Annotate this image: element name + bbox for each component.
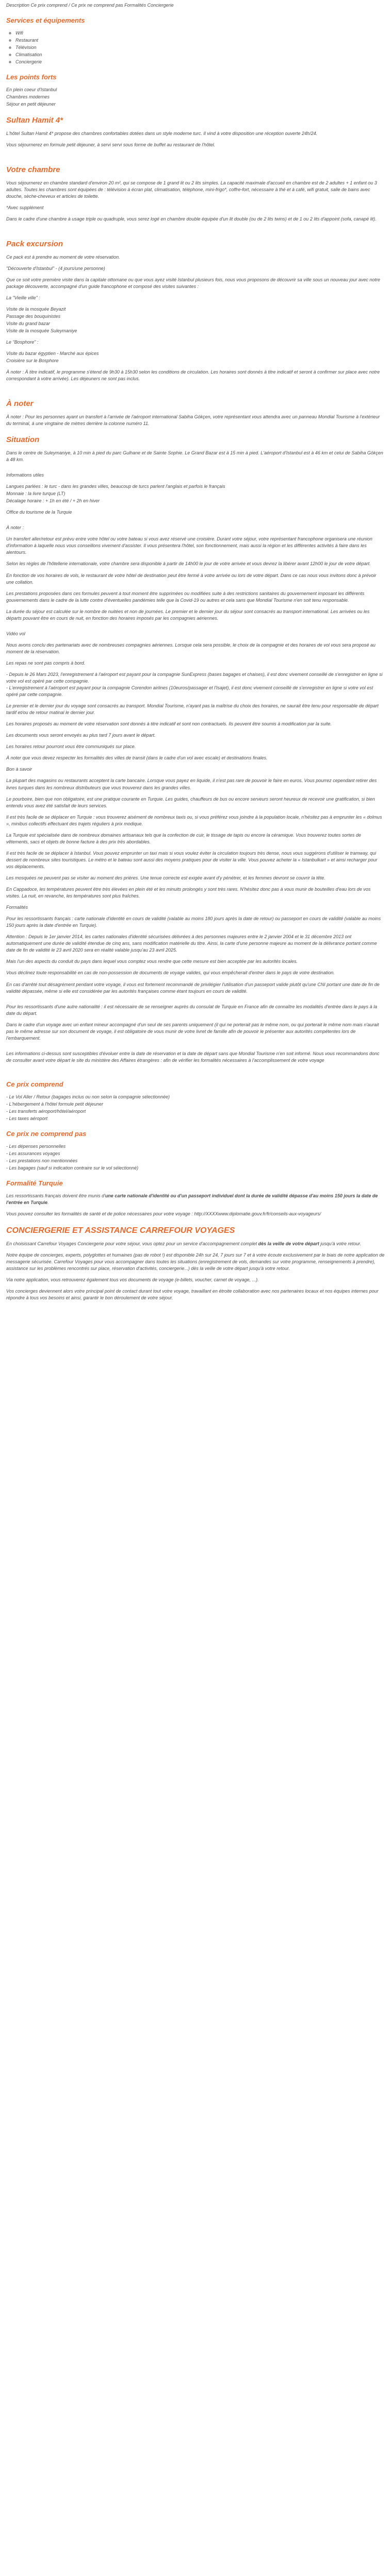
room-description: Vous séjournerez en chambre standard d'environ 20 m², qui se compose de 1 grand lit ou 2 lits simples. La capacité maximale d'accueil en chambre est de 2 adultes + 1 enfant ou 3 adultes. Toutes les chambres sont équipées de : télévision à écran plat, climatisation, téléphone, mini-frigo*, coffre-fort, nécessaire à thé et à café, wifi gratuit, salle de bains avec douche, sèche-cheveux et articles de toilette. bbox=[6, 180, 377, 199]
price-excludes-list bbox=[6, 1143, 385, 1172]
list-item: Séjour en petit déjeuner bbox=[6, 101, 56, 107]
note-paragraph: En fonction de vos horaires de vols, le restaurant de votre hôtel de destination peut être fermé à votre arrivée ou lors de votre départ. Dans ce cas nous vous invitons donc à prévoir une collation. bbox=[6, 572, 377, 585]
note-paragraph: Les documents vous seront envoyés au plus tard 7 jours avant le départ. bbox=[6, 733, 156, 738]
list-item: En plein coeur d'Istanbul bbox=[6, 87, 57, 92]
anoter-text: À noter : Pour les personnes ayant un transfert à l'arrivée de l'aéroport international Sabiha Gökçen, votre représentant vous attendra avec un panneau Mondial Tourisme à l'extérieur du terminal, à une vingtaine de mètres derrière la colonne numéro 11. bbox=[6, 414, 380, 427]
tourism-office-link[interactable]: Office du tourisme de la Turquie bbox=[6, 510, 72, 515]
list-item: - Les prestations non mentionnées bbox=[6, 1158, 78, 1163]
list-item: Chambres modernes bbox=[6, 94, 50, 100]
note-paragraph: Vous déclinez toute responsabilité en cas de non-possession de documents de voyage valides, qui vous empêcherait d'entrer dans le pays de votre destination. bbox=[6, 970, 335, 976]
concierge-text: Vos concierges deviennent alors votre principal point de contact durant tout votre voyage, travaillant en étroite collaboration avec nos partenaires locaux et nos équipes internes pour répondre à tous vos besoins et ainsi, garantir le bon déroulement de votre séjour. bbox=[6, 1289, 379, 1301]
anoter-heading: À noter bbox=[6, 399, 34, 409]
formalite-text-a: Les ressortissants français doivent être munis d' bbox=[6, 1193, 105, 1198]
room-note: *Avec supplément bbox=[6, 205, 44, 210]
note-paragraph: La durée du séjour est calculée sur le nombre de nuitées et non de journées. Le premier et le dernier jour du séjour sont consacrés au transport international. Les arrivées ou les départs pouvant être en cours de nuit, en fonction des horaires imposés par les compagnies aériennes. bbox=[6, 608, 370, 621]
concierge-text-c: jusqu'à votre retour. bbox=[319, 1241, 362, 1247]
note-paragraph: Attention : Depuis le 1er janvier 2014, les cartes nationales d'identité sécurisées délivrées à des personnes majeures entre le 2 janvier 2004 et le 31 décembre 2013 ont automatiquement une durée de validité étendue de cinq ans, sans modification matérielle du titre. Ainsi, la carte d'une personne majeure au moment de la délivrance portant comme date de fin de validité le 23 avril 2020 sera en réalité valable jusqu'au 23 avril 2025. bbox=[6, 934, 377, 953]
hotel-description: L'hôtel Sultan Hamit 4* propose des chambres confortables dotées dans un style moderne turc. Il vind à votre disposition une réception ouverte 24h/24. bbox=[6, 130, 318, 136]
hotel-formula: Vous séjournerez en formule petit déjeuner, à servi servi sous forme de buffet au restaurant de l'hôtel. bbox=[6, 142, 216, 147]
list-item: - Les dépenses personnelles bbox=[6, 1143, 66, 1149]
note-paragraph: Vidéo vol bbox=[6, 631, 25, 636]
anoter-label: À noter : bbox=[6, 525, 24, 531]
pack-text: Que ce soit votre première visite dans la capitale ottomane ou que vous ayez visité Istanbul plusieurs fois, nous vous proposons de découvrir sa ville sous un nouveau jour avec notre package découverte, accompagné d'un guide francophone et composé des visites suivantes : bbox=[6, 277, 380, 289]
note-paragraph: La plupart des magasins ou restaurants acceptent la carte bancaire. Lorsque vous payez en liquide, il n'est pas rare de pouvoir le faire en euros. Vous pourrez cependant retirer des livres turques dans les nombreux distributeurs que vous trouverez dans les grandes villes. bbox=[6, 778, 377, 790]
formalite-link[interactable]: Vous pouvez consulter les formalités de santé et de police nécessaires pour votre voyage : http://XXXXwww.diplomatie.gouv.fr/fr/conseils-aux-voyageurs/ bbox=[6, 1211, 321, 1216]
note-paragraph: En cas d'arrêté tout désagrément pendant votre voyage, il vous est fortement recommandé de privilégier l'utilisation d'un passeport valide plutôt qu'une CNI portant une date de fin de validité dépassée, même si elle est considérée par les autorités françaises comme étant toujours en cours de validité. bbox=[6, 981, 380, 994]
pack-list-old-town bbox=[6, 306, 385, 334]
note-paragraph: Les mosquées ne peuvent pas se visiter au moment des prières. Une tenue correcte est exigée avant d'y pénétrer, et les femmes devront se couvrir la tête. bbox=[6, 875, 325, 880]
list-item: - Les transferts aéroport/hôtel/aéroport bbox=[6, 1108, 86, 1114]
list-item: Décalage horaire : + 1h en été / + 2h en hiver bbox=[6, 498, 100, 504]
list-item: - Les taxes aéroport bbox=[6, 1115, 48, 1121]
tab-strip[interactable]: Description Ce prix comprend / Ce prix ne comprend pas Formalités Conciergerie bbox=[6, 3, 174, 8]
hotel-heading: Sultan Hamit 4* bbox=[6, 116, 63, 125]
concierge-text bbox=[6, 1241, 385, 1247]
note-paragraph: À noter que vous devez respecter les formalités des villes de transit (dans le cadre d'un vol avec escale) et destinations finales. bbox=[6, 755, 268, 761]
pack-text: "Découverte d'Istanbul" - (4 jours/une personne) bbox=[6, 265, 105, 271]
price-includes-heading: Ce prix comprend bbox=[6, 1080, 63, 1088]
note-paragraph: Les informations ci-dessus sont susceptibles d'évoluer entre la date de réservation et la date de départ sans que Mondial Tourisme n'en soit informé. Nous vous recommandons donc de consulter avant votre départ le site du ministère des Affaires étrangères : afin de vérifier les formalités nécessaires à l'accomplissement de votre voyage bbox=[6, 1050, 380, 1063]
list-item: Visite de la mosquée Beyazit bbox=[6, 306, 66, 312]
concierge-text-bold: dès la veille de votre départ bbox=[258, 1241, 319, 1247]
note-paragraph: - Depuis le 26 Mars 2023, l'enregistrement à l'aéroport est payant pour la compagnie SunExpress (bases bagages et chaises), il est donc vivement conseillé de s'enregistrer en ligne si votre vol est opéré par cette compagnie. - L'enregistrement à l'aéroport est payant pour la compagnie Corendon airlines (10euros/passager et l'Isajet), il est donc vivement conseillé de s'enregistrer en ligne si votre vol est opéré par cette compagnie. bbox=[6, 671, 383, 698]
note-paragraph: Pour les ressortissants français : carte nationale d'identité en cours de validité (valable au moins 180 jours après la date de retour) ou passeport en cours de validité (valable au moins 150 jours après la date d'entrée en Turquie). bbox=[6, 916, 381, 928]
note-paragraph: Les horaires proposés au moment de votre réservation sont donnés à titre indicatif et sont non contractuels. Ils peuvent être soumis à modification par la suite. bbox=[6, 721, 332, 727]
note-paragraph: Mais l'un des aspects du conduit du pays dans lequel vous comptez vous rendre que cette mesure est bien acceptée par les autorités locales. bbox=[6, 959, 298, 964]
concierge-heading: CONCIERGERIE ET ASSISTANCE CARREFOUR VOYAGES bbox=[6, 1226, 235, 1235]
formalite-text-c: . bbox=[47, 1199, 49, 1205]
note-paragraph: Nous avons conclu des partenariats avec de nombreuses compagnies aériennes. Lorsque cela sera possible, le choix de la compagnie et des horaires de vol vous sera proposé au moment de la réservation. bbox=[6, 642, 376, 654]
note-paragraph: Bon à savoir bbox=[6, 767, 32, 772]
price-includes-list bbox=[6, 1094, 385, 1122]
pack-text: Le "Bosphore" : bbox=[6, 340, 39, 345]
services-heading: Services et équipements bbox=[6, 16, 85, 25]
list-item: - L'hébergement à l'hôtel formule petit déjeuner bbox=[6, 1101, 104, 1107]
services-list bbox=[6, 30, 385, 65]
formalite-heading: Formalité Turquie bbox=[6, 1179, 63, 1187]
list-item: - Les assurances voyages bbox=[6, 1150, 60, 1156]
points-heading: Les points forts bbox=[6, 73, 57, 81]
note-paragraph: Les horaires retour pourront vous être communiqués sur place. bbox=[6, 744, 136, 750]
pack-list-bosphorus bbox=[6, 350, 385, 364]
price-excludes-heading: Ce prix ne comprend pas bbox=[6, 1129, 87, 1138]
note-paragraph: Les prestations proposées dans ces formules peuvent à tout moment être supprimées ou modifiées suite à des restrictions sanitaires du gouvernement imposant les différents gouvernements dans le cadre de la lutte contre d'éventuelles pandémies telle que la Covid-19 ou autres et cela sans que Mondial Tourisme n'en soit tenu responsable. bbox=[6, 590, 365, 603]
note-paragraph: Un transfert aller/retour est prévu entre votre hôtel ou votre bateau si vous avez réservé une croisière. Durant votre séjour, votre représentant francophone organisera une réunion d'information à laquelle nous vous conseillons vivement d'assister. Il vous présentera l'hôtel, son fonctionnement, mais aussi la région et les différentes activités à faire dans les alentours. bbox=[6, 536, 372, 555]
note-paragraph: La Turquie est spécialisée dans de nombreux domaines artisanaux tels que la confection de cuir, le tissage de tapis ou encore la céramique. Vous trouverez toutes sortes de vêtements, sacs et objets de bonne facture à des prix très abordables. bbox=[6, 832, 361, 844]
list-item: ◦ Télévision bbox=[15, 44, 385, 51]
points-list bbox=[6, 87, 385, 108]
concierge-text: Notre équipe de concierges, experts, polyglottes et humaines (pas de robot !) est disponible 24h sur 24, 7 jours sur 7 et à votre écoute exclusivement par le biais de notre application de messagerie sécurisée. Carrefour Voyages pour vous accompagner dans toutes les situations (enregistrement de vols, demandes sur votre programme, renseignements à prendre), assistance sur les problèmes rencontrés sur place, réservation d'activités, conciergerie...) dès la veille de votre départ jusqu'à votre retour. bbox=[6, 1252, 385, 1272]
pack-text: À noter : À titre indicatif, le programme s'étend de 9h30 à 15h30 selon les conditions de circulation. Les horaires sont donnés à titre indicatif et seront à confirmer sur place avec notre correspondant à votre arrivée). Les déjeuners ne sont pas inclus. bbox=[6, 369, 380, 382]
note-paragraph: Selon les règles de l'hôtellerie internationale, votre chambre sera disponible à partir de 14h00 le jour de votre arrivée et vous devrez la libérer avant 12h00 le jour de votre départ. bbox=[6, 561, 371, 567]
list-item: - Le Vol Aller / Retour (bagages inclus ou non selon la compagnie sélectionnée) bbox=[6, 1094, 170, 1099]
list-item: Visite du bazar égyptien - Marché aux épices bbox=[6, 351, 99, 357]
note-paragraph: Le pourboire, bien que non obligatoire, est une pratique courante en Turquie. Les guides, chauffeurs de bus ou encore serveurs seront heureux de recevoir une gratification, si bien entendu vous avez été satisfait de leurs services. bbox=[6, 796, 375, 808]
situation-text: Dans le centre de Suleymaniye, à 10 min à pied du parc Gulhane et de Sainte Sophie. Le Grand Bazar est à 15 min à pied. L'aéroport d'Istanbul est à 46 km et celui de Sabiha Gökçen à 48 km. bbox=[6, 450, 383, 462]
list-item: ◦ Restaurant bbox=[15, 37, 385, 44]
formalite-text-bold: une carte nationale d'identité ou d'un passeport individuel dont la durée de validité dépasse d'au moins 150 jours la date de l'entrée en Turquie bbox=[6, 1193, 378, 1205]
list-item: Monnaie : la livre turque (LT) bbox=[6, 491, 66, 497]
list-item: ◦ Conciergerie bbox=[15, 59, 385, 65]
room-heading: Votre chambre bbox=[6, 165, 60, 174]
note-paragraph: En Cappadoce, les températures peuvent être très élevées en plein été et les minuits prolongés y sont très rares. N'hésitez donc pas à vous munir de bouteilles d'eau lors de vos visites. La nuit, en revanche, les températures sont plus fraîches. bbox=[6, 887, 371, 899]
formalite-text bbox=[6, 1193, 385, 1206]
list-item: Visite de la mosquée Suleymaniye bbox=[6, 328, 77, 334]
list-item: Langues parlées : le turc - dans les grandes villes, beaucoup de turcs parlent l'anglais et parfois le français bbox=[6, 484, 225, 489]
note-paragraph: Le premier et le dernier jour du voyage sont consacrés au transport. Mondial Tourisme, n'ayant pas la maîtrise du choix des horaires, ne saurait être tenu pour responsable de départ tardif et/ou de retour matinal le dernier jour. bbox=[6, 703, 379, 716]
list-item: - Les bagages (sauf si indication contraire sur le vol sélectionné) bbox=[6, 1165, 139, 1171]
room-triple: Dans le cadre d'une chambre à usage triple ou quadruple, vous serez logé en chambre double équipée d'un lit double (ou de 2 lits twins) et de 1 ou 2 lits d'appoint (sofa, canapé lit). bbox=[6, 216, 377, 222]
list-item: Visite du grand bazar bbox=[6, 321, 50, 327]
note-paragraph: Les repas ne sont pas compris à bord. bbox=[6, 660, 86, 666]
note-paragraph: Il est très facile de se déplacer en Turquie : vous trouverez aisément de nombreux taxis ou, si vous préférez vous joindre à la population locale, n'hésitez pas à emprunter les « dolmus », minibus collectifs effectuant des trajets réguliers à prix modique. bbox=[6, 814, 382, 826]
info-list bbox=[6, 483, 385, 504]
situation-heading: Situation bbox=[6, 435, 40, 445]
pack-text: La "Vieille ville" : bbox=[6, 295, 40, 300]
note-paragraph: Il est très facile de se déplacer à Istanbul. Vous pouvez emprunter un taxi mais si vous voulez éviter la circulation toujours très dense, nous vous suggérons d'utiliser le tramway, qui dessert de nombreux sites touristiques. Le métro et le bateau sont aussi des moyens pratiques pour de visiter la ville. Vous pouvez acheter la « Istanbulkart » et ainsi recharger pour vos déplacements. bbox=[6, 850, 378, 869]
concierge-text-a: En choisissant Carrefour Voyages Conciergerie pour votre séjour, vous optez pour un service d'accompagnement complet bbox=[6, 1241, 258, 1247]
pack-heading: Pack excursion bbox=[6, 239, 63, 248]
notes-block bbox=[6, 536, 385, 1064]
concierge-text: Via notre application, vous retrouverez également tous vos documents de voyage (e-billets, voucher, carnet de voyage, ...). bbox=[6, 1277, 259, 1283]
note-paragraph: Pour les ressortissants d'une autre nationalité : il est nécessaire de se renseigner auprès du consulat de Turquie en France afin de connaître les modalités d'entrée dans le pays à la date du départ. bbox=[6, 1004, 378, 1016]
list-item: Passage des bouquinistes bbox=[6, 313, 61, 319]
pack-text: Ce pack est à prendre au moment de votre réservation. bbox=[6, 254, 120, 260]
note-paragraph: Formalités bbox=[6, 905, 28, 910]
list-item: ◦ Wifi bbox=[15, 30, 385, 37]
list-item: ◦ Climatisation bbox=[15, 52, 385, 58]
info-heading: Informations utiles bbox=[6, 472, 44, 478]
note-paragraph: Dans le cadre d'un voyage avec un enfant mineur accompagné d'un seul de ses parents uniquement (il qui ne porterait pas le même nom, ou qui porterait le même nom mais n'aurait pas le même adresse sur son document de voyage, il est obligatoire de vous munir de votre livret de famille afin de pouvoir le présenter aux autorités compétentes lors de l'embarquement. bbox=[6, 1022, 379, 1041]
list-item: Croisière sur le Bosphore bbox=[6, 358, 59, 364]
